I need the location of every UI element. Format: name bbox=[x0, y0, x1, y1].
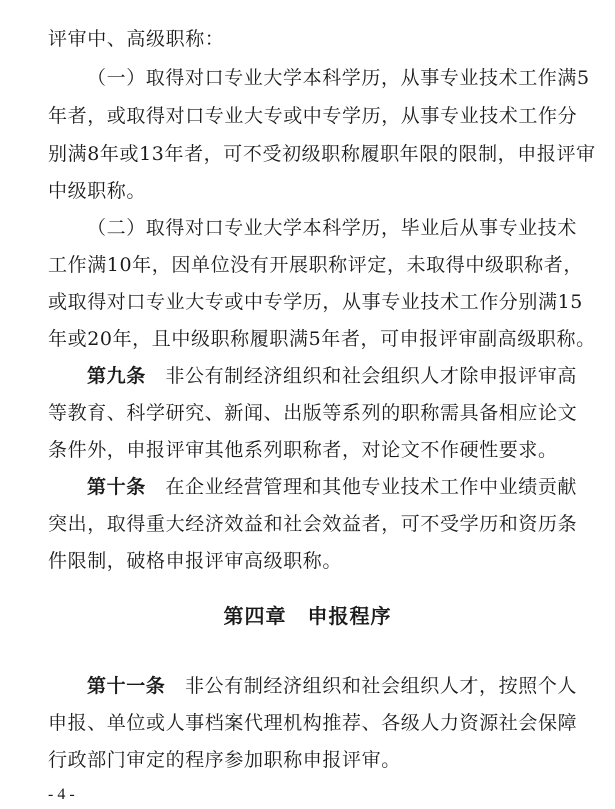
text-line: 别满8年或13年者，可不受初级职称履职年限的限制，申报评审 bbox=[48, 143, 596, 165]
article-10-first-line bbox=[87, 475, 577, 499]
article-9-text: 非公有制经济组织和社会组织人才除申报评审高 bbox=[165, 365, 578, 387]
article-11-label: 第十一条 bbox=[87, 675, 166, 697]
text-line: 工作满10年，因单位没有开展职称评定，未取得中级职称者， bbox=[48, 254, 583, 276]
article-11-first-line bbox=[87, 674, 577, 698]
article-9-first-line bbox=[87, 364, 577, 388]
text-line: 或取得对口专业大专或中专学历，从事专业技术工作分别满15 bbox=[48, 291, 583, 313]
page-number: - 4 - bbox=[48, 786, 75, 803]
text-line: 申报、单位或人事档案代理机构推荐、各级人力资源社会保障 bbox=[48, 712, 578, 734]
text-line: 评审中、高级职称： bbox=[48, 28, 225, 50]
text-line: 条件外，申报评审其他系列职称者，对论文不作硬性要求。 bbox=[48, 439, 558, 461]
text-line: 中级职称。 bbox=[48, 180, 147, 202]
text-line: 等教育、科学研究、新闻、出版等系列的职称需具备相应论文 bbox=[48, 402, 578, 424]
text-line: 年或20年，且中级职称履职满5年者，可申报评审副高级职称。 bbox=[48, 328, 596, 350]
text-line: 件限制，破格申报评审高级职称。 bbox=[48, 550, 343, 572]
text-line: 行政部门审定的程序参加职称申报评审。 bbox=[48, 749, 401, 771]
text-line: 突出，取得重大经济效益和社会效益者，可不受学历和资历条 bbox=[48, 513, 578, 535]
text-line: （二）取得对口专业大学本科学历，毕业后从事专业技术 bbox=[87, 217, 578, 239]
chapter-heading: 第四章 申报程序 bbox=[223, 604, 392, 628]
article-10-label: 第十条 bbox=[87, 476, 146, 498]
text-line: （一）取得对口专业大学本科学历，从事专业技术工作满5 bbox=[87, 67, 590, 89]
article-10-text: 在企业经营管理和其他专业技术工作中业绩贡献 bbox=[165, 476, 578, 498]
article-11-text: 非公有制经济组织和社会组织人才，按照个人 bbox=[185, 675, 578, 697]
article-9-label: 第九条 bbox=[87, 365, 146, 387]
text-line: 年者，或取得对口专业大专或中专学历，从事专业技术工作分 bbox=[48, 105, 578, 127]
